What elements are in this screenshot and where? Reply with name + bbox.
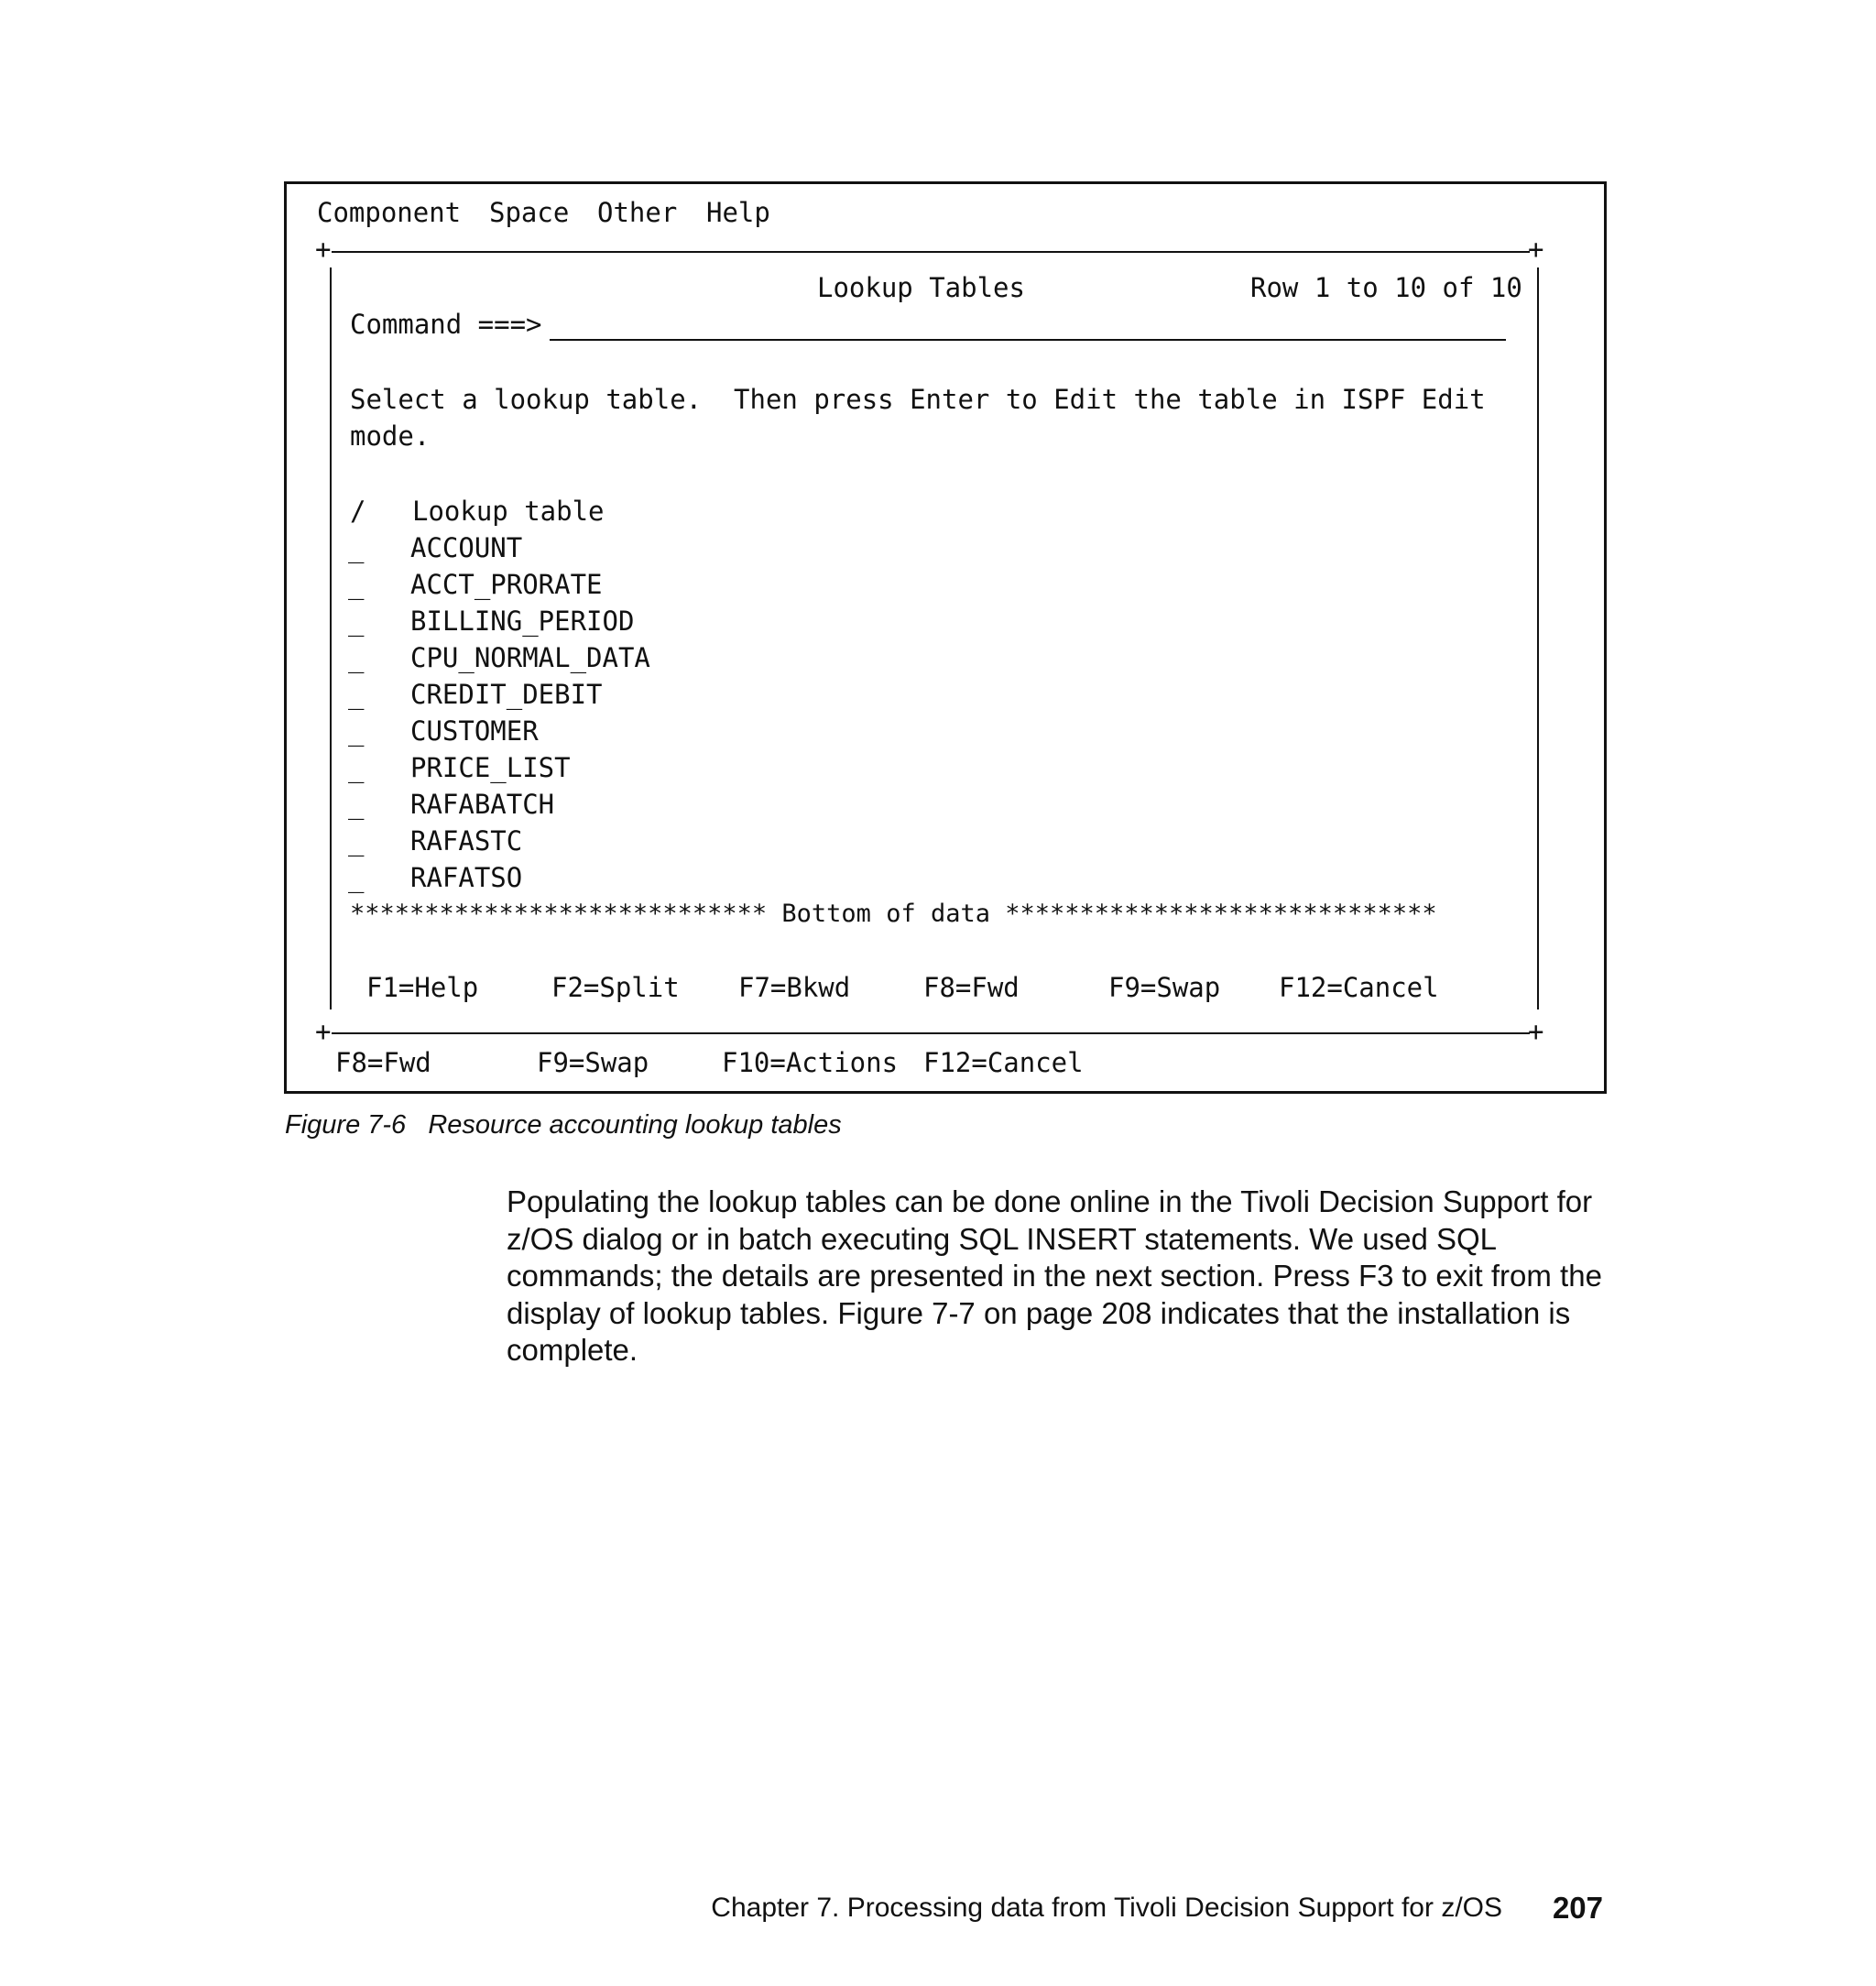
bottom-of-data-marker: **************************** Bottom of data *****************************	[350, 900, 1437, 928]
page-number: 207	[1552, 1891, 1603, 1925]
row-select-field[interactable]: _	[348, 532, 365, 563]
instructions-line-1: Select a lookup table. Then press Enter to Edit the table in ISPF Edit	[350, 384, 1486, 415]
popup-left-border	[330, 267, 332, 1009]
popup-corner-bottom-left: +	[315, 1016, 332, 1047]
table-row	[348, 603, 635, 639]
row-select-field[interactable]: _	[348, 789, 365, 820]
outer-fkey-f10-actions[interactable]: F10=Actions	[722, 1047, 899, 1078]
row-select-field[interactable]: _	[348, 569, 365, 600]
row-table-name: CREDIT_DEBIT	[410, 679, 603, 710]
table-row	[348, 786, 555, 823]
menu-help[interactable]: Help	[706, 197, 770, 228]
outer-fkey-f12-cancel[interactable]: F12=Cancel	[923, 1047, 1084, 1078]
row-select-field[interactable]: _	[348, 642, 365, 673]
row-table-name: BILLING_PERIOD	[410, 606, 635, 637]
popup-corner-top-right: +	[1528, 234, 1544, 265]
lookup-table-column-header: Lookup table	[412, 496, 605, 527]
fkey-f9-swap[interactable]: F9=Swap	[1108, 972, 1221, 1003]
fkey-f12-cancel[interactable]: F12=Cancel	[1279, 972, 1439, 1003]
figure-caption: Figure 7-6 Resource accounting lookup tables	[285, 1110, 842, 1140]
table-row	[348, 676, 603, 713]
outer-fkey-f8-fwd[interactable]: F8=Fwd	[335, 1047, 431, 1078]
row-table-name: CUSTOMER	[410, 715, 539, 747]
popup-corner-bottom-right: +	[1528, 1016, 1544, 1047]
row-table-name: ACCOUNT	[410, 532, 523, 563]
table-row	[348, 749, 571, 786]
fkey-f8-fwd[interactable]: F8=Fwd	[923, 972, 1020, 1003]
row-select-field[interactable]: _	[348, 606, 365, 637]
row-indicator: Row 1 to 10 of 10	[1250, 272, 1522, 303]
row-select-field[interactable]: _	[348, 715, 365, 747]
table-row	[348, 639, 650, 676]
row-table-name: RAFATSO	[410, 862, 523, 893]
row-table-name: RAFASTC	[410, 825, 523, 857]
command-input-underline	[550, 339, 1506, 341]
row-select-field[interactable]: _	[348, 825, 365, 857]
table-row	[348, 713, 539, 749]
row-select-field[interactable]: _	[348, 679, 365, 710]
row-select-field[interactable]: _	[348, 862, 365, 893]
popup-bottom-border	[332, 1032, 1530, 1034]
command-label: Command ===>	[350, 309, 542, 340]
table-row	[348, 529, 523, 566]
fkey-f7-bkwd[interactable]: F7=Bkwd	[738, 972, 851, 1003]
table-row	[348, 566, 603, 603]
row-select-field[interactable]: _	[348, 752, 365, 783]
page-footer	[696, 1890, 1603, 1926]
row-table-name: CPU_NORMAL_DATA	[410, 642, 650, 673]
action-bar	[317, 194, 770, 231]
table-row	[348, 823, 523, 859]
body-paragraph-text: Populating the lookup tables can be done online in the Tivoli Decision Support for z/OS dialog or in batch executing SQL INSERT statements. We used SQL commands; the details are presented in the next section. Press F3 to exit from the display of lookup tables. Figure 7-7 on page 208 indicates that the installation is complete.	[507, 1184, 1602, 1367]
popup-corner-top-left: +	[315, 234, 332, 265]
instructions-line-2: mode.	[350, 420, 431, 452]
menu-other[interactable]: Other	[597, 197, 678, 228]
menu-space[interactable]: Space	[489, 197, 570, 228]
fkey-f2-split[interactable]: F2=Split	[551, 972, 680, 1003]
outer-fkey-f9-swap[interactable]: F9=Swap	[537, 1047, 649, 1078]
footer-chapter-title: Chapter 7. Processing data from Tivoli Decision Support for z/OS	[711, 1893, 1502, 1923]
popup-top-border	[332, 251, 1530, 253]
row-table-name: RAFABATCH	[410, 789, 555, 820]
menu-component[interactable]: Component	[317, 197, 462, 228]
row-table-name: PRICE_LIST	[410, 752, 571, 783]
row-table-name: ACCT_PRORATE	[410, 569, 603, 600]
select-column-header: /	[350, 496, 366, 527]
popup-right-border	[1537, 267, 1539, 1009]
table-row	[348, 859, 523, 896]
body-paragraph	[507, 1184, 1606, 1369]
fkey-f1-help[interactable]: F1=Help	[366, 972, 479, 1003]
panel-title: Lookup Tables	[817, 272, 1025, 303]
